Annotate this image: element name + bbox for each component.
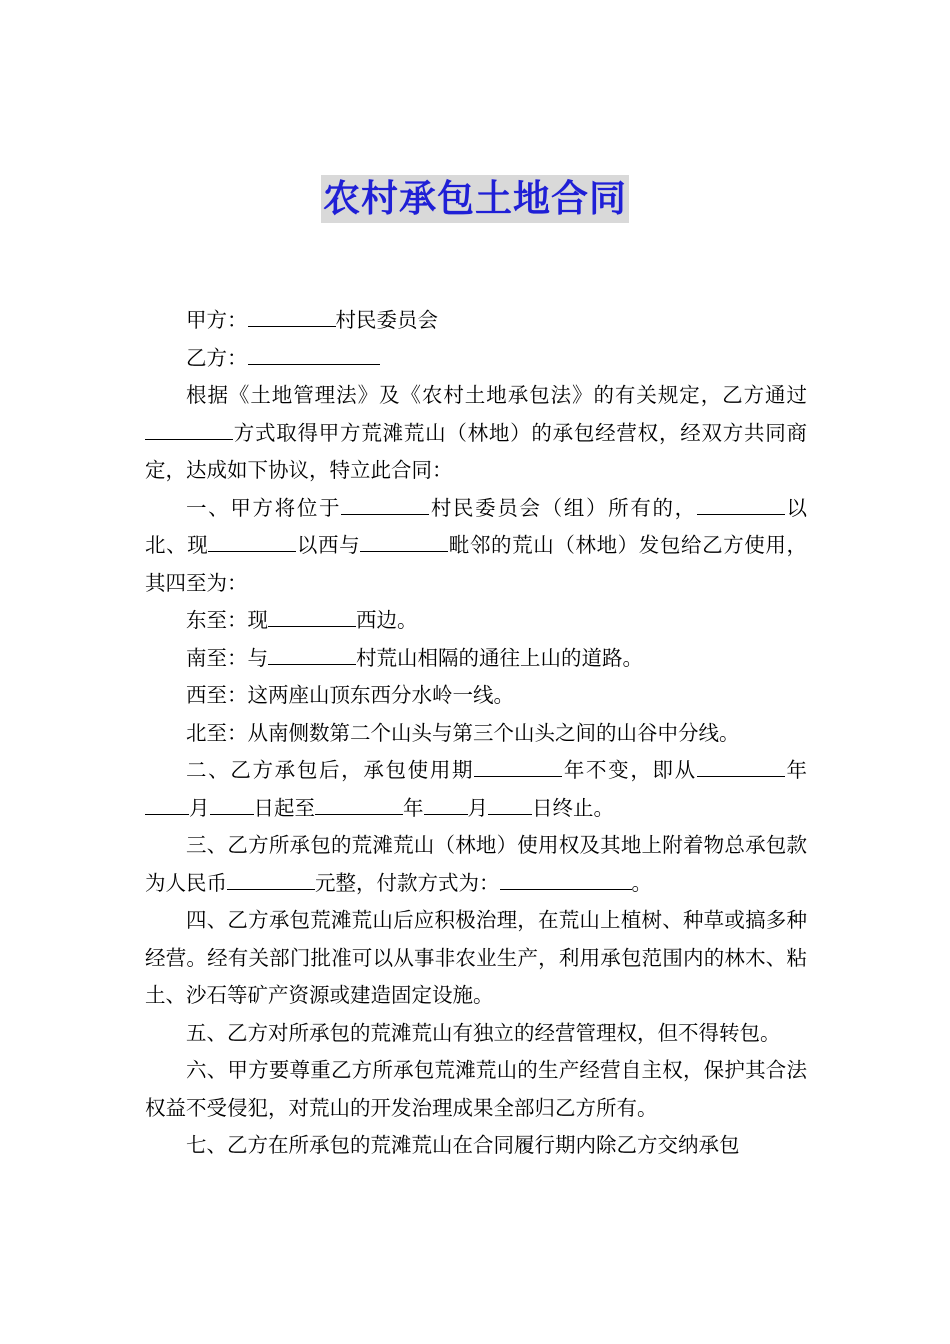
party-b-blank (248, 342, 380, 365)
clause-2 (145, 752, 807, 827)
document-title: 农村承包土地合同 (321, 175, 629, 223)
blank (500, 867, 632, 890)
text: 村荒山相隔的通往上山的道路。 (356, 645, 643, 670)
text: 五、乙方对所承包的荒滩荒山有独立的经营管理权，但不得转包。 (186, 1020, 781, 1045)
text: 六、甲方要尊重乙方所承包荒滩荒山的生产经营自主权，保护其合法权益不受侵犯，对荒山的开发治理成果全部归乙方所有。 (145, 1058, 807, 1120)
preamble-paragraph (145, 377, 807, 490)
party-a-line (145, 302, 807, 340)
text: 毗邻的荒山（林地）发包给乙方使用，其四至为： (145, 533, 808, 595)
clause-7 (145, 1127, 807, 1165)
boundary-south (145, 640, 807, 678)
party-a-suffix: 村民委员会 (335, 308, 438, 332)
text: 一、甲方将位于 (186, 495, 342, 520)
text: 西至：这两座山顶东西分水岭一线。 (186, 683, 514, 707)
blank (424, 792, 468, 815)
text: 村民委员会（组）所有的， (429, 495, 697, 520)
blank (227, 867, 315, 890)
boundary-east (145, 602, 807, 640)
text: 西边。 (356, 608, 418, 632)
blank (697, 492, 785, 515)
blank (210, 792, 254, 815)
text: 根据《土地管理法》及《农村土地承包法》的有关规定，乙方通过 (186, 383, 807, 407)
clause-5 (145, 1015, 807, 1053)
blank (360, 529, 448, 552)
blank (697, 754, 785, 777)
title-wrap (0, 175, 950, 223)
text: 北至：从南侧数第二个山头与第三个山头之间的山谷中分线。 (186, 720, 740, 745)
contract-body (145, 302, 807, 1165)
text: 日终止。 (532, 795, 614, 820)
text: 南至：与 (186, 645, 268, 670)
text: 元整，付款方式为： (315, 870, 500, 895)
text: 年 (784, 758, 808, 782)
party-b-line (145, 340, 807, 378)
blank (145, 792, 189, 815)
boundary-north (145, 715, 807, 753)
text: 方式取得甲方荒滩荒山（林地）的承包经营权，经双方共同商定，达成如下协议，特立此合同： (145, 420, 807, 482)
text: 三、乙方所承包的荒滩荒山（林地）使用权及其地上附着物总承包款为人民币 (145, 833, 807, 895)
blank (488, 792, 532, 815)
text: 四、乙方承包荒滩荒山后应积极治理，在荒山上植树、种草或搞多种经营。经有关部门批准可以从事非农业生产，利用承包范围内的林木、粘土、沙石等矿产资源或建造固定设施。 (145, 908, 807, 1007)
blank (268, 642, 356, 665)
blank (341, 492, 429, 515)
party-a-blank (248, 304, 336, 327)
text: 东至：现 (186, 608, 268, 632)
blank (145, 417, 233, 440)
text: 七、乙方在所承包的荒滩荒山在合同履行期内除乙方交纳承包 (186, 1133, 740, 1157)
boundary-west (145, 677, 807, 715)
text: 日起至 (253, 795, 315, 820)
text: 二、乙方承包后，承包使用期 (186, 758, 475, 782)
blank (208, 529, 296, 552)
party-b-label: 乙方： (186, 345, 248, 370)
blank (268, 604, 356, 627)
clause-1 (145, 490, 807, 603)
text: 月 (189, 795, 210, 820)
text: 。 (631, 870, 652, 895)
text: 年 (403, 795, 424, 820)
blank (474, 754, 562, 777)
clause-6 (145, 1052, 807, 1127)
clause-3 (145, 827, 807, 902)
blank (315, 792, 403, 815)
text: 月 (467, 795, 488, 820)
party-a-label: 甲方： (186, 308, 248, 332)
clause-4 (145, 902, 807, 1015)
text: 以西与 (296, 533, 361, 557)
text: 以北、现 (145, 495, 808, 557)
text: 年不变，即从 (562, 758, 697, 782)
